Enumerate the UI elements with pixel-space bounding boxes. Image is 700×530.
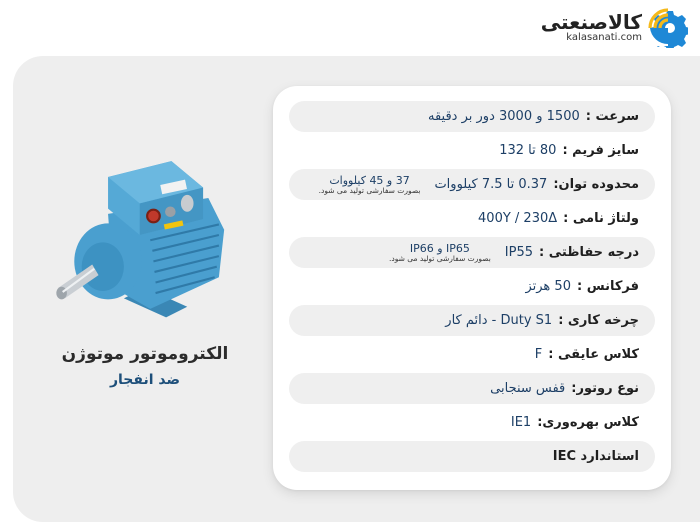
spec-row-speed [289,101,655,132]
brand-domain: kalasanati.com [566,31,642,43]
spec-row-protection [289,237,655,268]
spec-label: سایز فریم : [562,143,639,158]
spec-extra-note: بصورت سفارشی تولید می شود. [388,253,491,263]
spec-extra-value: IP65 و IP66 [409,241,470,255]
spec-value: Duty S1 - دائم کار [445,313,553,328]
spec-value: F [534,347,543,362]
spec-label: محدوده توان: [553,177,639,192]
gear-signal-icon [646,6,688,48]
spec-label: استاندارد IEC [552,449,639,464]
spec-custom-option [319,175,421,195]
motor-image [50,140,240,330]
spec-label: درجه حفاظتی : [539,245,639,260]
spec-label: ولتاژ نامی : [563,211,639,226]
spec-row-rotor-type [289,373,655,404]
spec-row-frame-size [289,135,655,166]
product-subtitle: ضد انفجار [109,372,181,388]
spec-label: کلاس بهره‌وری: [537,415,639,430]
spec-row-rated-voltage [289,203,655,234]
spec-custom-option [389,243,491,263]
spec-label: نوع روتور: [571,381,639,396]
spec-row-insulation-class [289,339,655,370]
spec-extra-note: بصورت سفارشی تولید می شود. [318,185,421,195]
spec-value: IE1 [510,415,532,430]
spec-row-power-range [289,169,655,200]
spec-value: 1500 و 3000 دور بر دقیقه [428,109,580,124]
specs-card [273,86,671,490]
spec-label: کلاس عایقی : [548,347,639,362]
spec-value: قفس سنجابی [490,381,566,396]
spec-row-frequency [289,271,655,302]
spec-value: IP55 [504,245,534,260]
product-showcase [30,140,260,388]
spec-row-standard [289,441,655,472]
brand-name: کالاصنعتی [540,9,642,34]
spec-label: سرعت : [585,109,639,124]
brand-logo[interactable] [541,6,688,48]
spec-value: 0.37 تا 7.5 کیلووات [434,177,548,192]
spec-label: فرکانس : [576,279,639,294]
spec-row-efficiency-class [289,407,655,438]
spec-row-duty-cycle [289,305,655,336]
logo-text [540,9,642,43]
spec-value: 80 تا 132 [499,143,557,158]
spec-value: 50 هرتز [525,279,571,294]
spec-extra-value: 37 و 45 کیلووات [329,173,410,187]
product-title: الکتروموتور موتوژن [61,344,229,364]
spec-value: 400Y / 230Δ [478,211,558,226]
spec-label: چرخه کاری : [558,313,639,328]
